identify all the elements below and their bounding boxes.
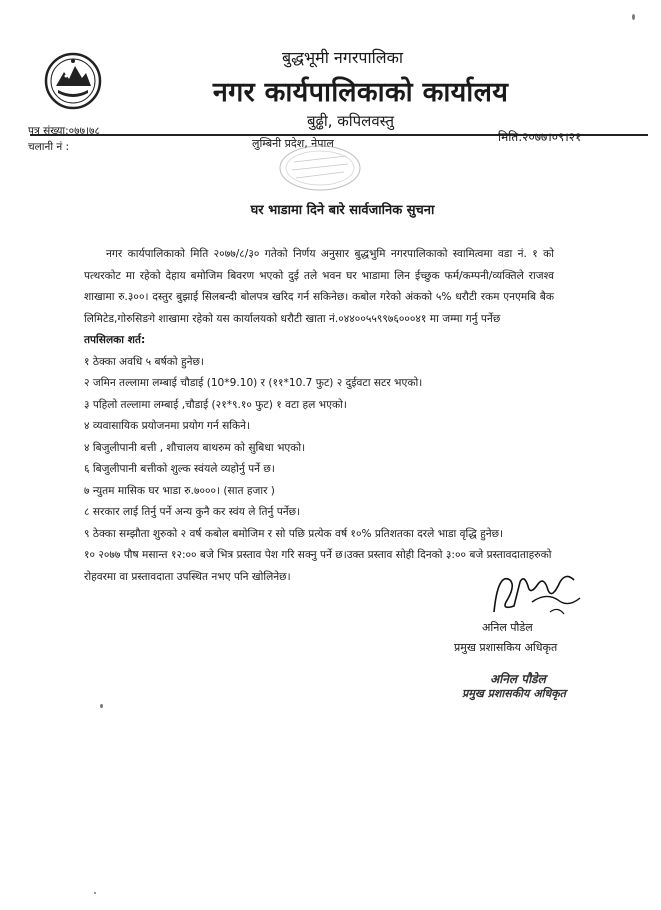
scan-speck — [100, 704, 103, 708]
term-item: १ ठेक्का अवधि ५ बर्षको हुनेछ। — [84, 355, 204, 368]
scan-speck — [632, 14, 635, 20]
stamp-signatory-name: अनिल पौडेल — [490, 672, 546, 686]
ref-number: पत्र संख्या:०७७।७८ — [28, 125, 100, 137]
office-province: लुम्बिनी प्रदेश, नेपाल — [252, 137, 334, 150]
signatory-name: अनिल पौडेल — [482, 621, 533, 634]
office-title: नगर कार्यपालिकाको कार्यालय — [212, 77, 509, 108]
term-item: ६ बिजुलीपानी बत्तीको शुल्क स्वंयले व्यहोर्नु पर्ने छ। — [84, 463, 275, 475]
letter-date: मिति:२०७७।०९।२१ — [498, 130, 582, 144]
notice-subject: घर भाडामा दिने बारे सार्वजानिक सुचना — [250, 203, 435, 218]
scan-speck — [94, 892, 96, 894]
term-item: ९ ठेक्का सम्झौता शुरुको २ वर्ष कबोल बमोजिम र सो पछि प्रत्येक वर्ष १०% प्रतिशतका दरले भाडा वृद्धि हुनेछ। — [84, 527, 504, 540]
signatory-title: प्रमुख प्रशासकिय अधिकृत — [454, 641, 558, 654]
office-seal-stamp — [276, 142, 364, 194]
term-item: २ जमिन तल्लामा लम्बाई चौडाई (10*9.10) र (११*10.7 फुट) २ दुईवटा सटर भएको। — [84, 377, 423, 389]
term-item: ४ बिजुलीपानी बत्ती , शौचालय बाथरुम को सुबिधा भएको। — [84, 441, 306, 454]
term-item: ३ पहिलो तल्लामा लम्बाई ,चौडाई (२१*९.१० फुट) १ वटा हल भएको। — [84, 398, 347, 411]
notice-body — [84, 244, 554, 588]
municipality-name: बुद्धभूमी नगरपालिका — [281, 48, 404, 67]
term-item: १० २०७७ पौष मसान्त १२:०० बजे भित्र प्रस्ताव पेश गरि सक्नु पर्ने छ।उक्त प्रस्ताव सोही दिनको ३:०० बजे प्रस्तावदाताहरुको रोहवरमा वा प्रस्तावदाता उपस्थित नभए पनि खोलिनेछ। — [84, 549, 552, 583]
office-place: बुढ्ढी, कपिलवस्तु — [306, 112, 395, 130]
notice-paragraph: नगर कार्यपालिकाको मिति २०७७/८/३० गतेको निर्णय अनुसार बुद्धभुमि नगरपालिकाको स्वामित्वमा वडा नं. १ को पत्थरकोट मा रहेको देहाय बमोजिम बिवरण भएको दुई तले भवन घर भाडामा लिन ईच्छुक फर्म/कम्पनी/व्यक्तिले राजश्व शाखामा रु.३००। दस्तुर बुझाई सिलबन्दी बोलपत्र खरिद गर्न सकिनेछ। कबोल गरेको अंकको ५% धरौटी रकम एनएमबि बैक लिमिटेड,गोरुसिङगे शाखामा रहेको यस कार्यालयको धरौटी खाता नं.०४४००५५९९७६०००४१ मा जम्मा गर्नु पर्नेछ — [84, 248, 554, 325]
stamp-signatory-title: प्रमुख प्रशासकीय अधिकृत — [462, 687, 566, 700]
terms-heading: तपसिलका शर्त: — [84, 334, 146, 346]
term-item: ७ न्युतम मासिक घर भाडा रु.७०००। (सात हजार ) — [84, 484, 275, 497]
term-item: ८ सरकार लाई तिर्नु पर्ने अन्य कुनै कर स्वंय ले तिर्नु पर्नेछ। — [84, 506, 301, 518]
handwritten-signature — [488, 562, 588, 622]
term-item: ४ व्यवासायिक प्रयोजनमा प्रयोग गर्न सकिने। — [84, 420, 251, 432]
dispatch-number: चलानी नं : — [28, 141, 70, 153]
